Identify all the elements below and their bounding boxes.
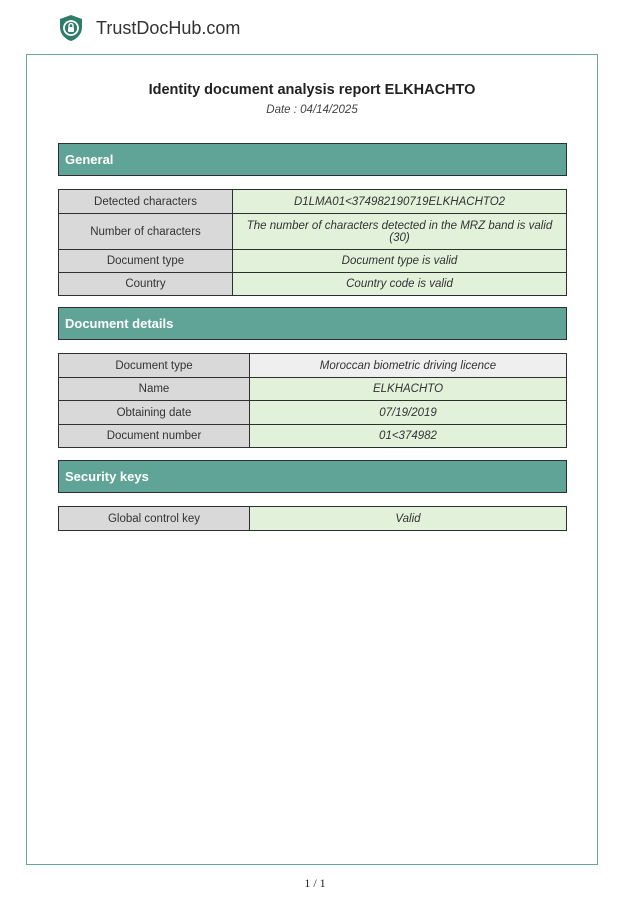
table-row [59,214,567,250]
report-frame [26,54,598,865]
table-row [59,378,567,401]
row-label: Document type [59,250,233,273]
row-value: 01<374982 [250,425,567,448]
row-label: Document number [59,425,250,448]
row-label: Document type [59,354,250,378]
report-date: Date : 04/14/2025 [266,104,358,116]
report-title: Identity document analysis report ELKHACHTO [148,82,476,98]
page-number: 1 / 1 [304,876,326,890]
row-value: 07/19/2019 [250,401,567,425]
row-label: Name [59,378,250,401]
table-row [59,273,567,296]
section-security-header: Security keys [58,460,567,493]
details-table [58,353,567,448]
row-value: Valid [250,507,567,531]
table-row [59,190,567,214]
general-table [58,189,567,296]
row-value: ELKHACHTO [250,378,567,401]
row-label: Detected characters [59,190,233,214]
table-row [59,507,567,531]
row-label: Country [59,273,233,296]
table-row [59,425,567,448]
table-row [59,250,567,273]
site-header [56,12,240,44]
table-row [59,401,567,425]
security-table [58,506,567,531]
row-value: Document type is valid [233,250,567,273]
row-label: Obtaining date [59,401,250,425]
row-value: The number of characters detected in the MRZ band is valid (30) [233,214,567,250]
shield-lock-icon [56,13,86,43]
row-value: Country code is valid [233,273,567,296]
row-value: Moroccan biometric driving licence [250,354,567,378]
row-label: Number of characters [59,214,233,250]
section-details-header: Document details [58,307,567,340]
row-label: Global control key [59,507,250,531]
brand-name[interactable]: TrustDocHub.com [96,17,241,38]
table-row [59,354,567,378]
row-value: D1LMA01<374982190719ELKHACHTO2 [233,190,567,214]
section-general-header: General [58,143,567,176]
